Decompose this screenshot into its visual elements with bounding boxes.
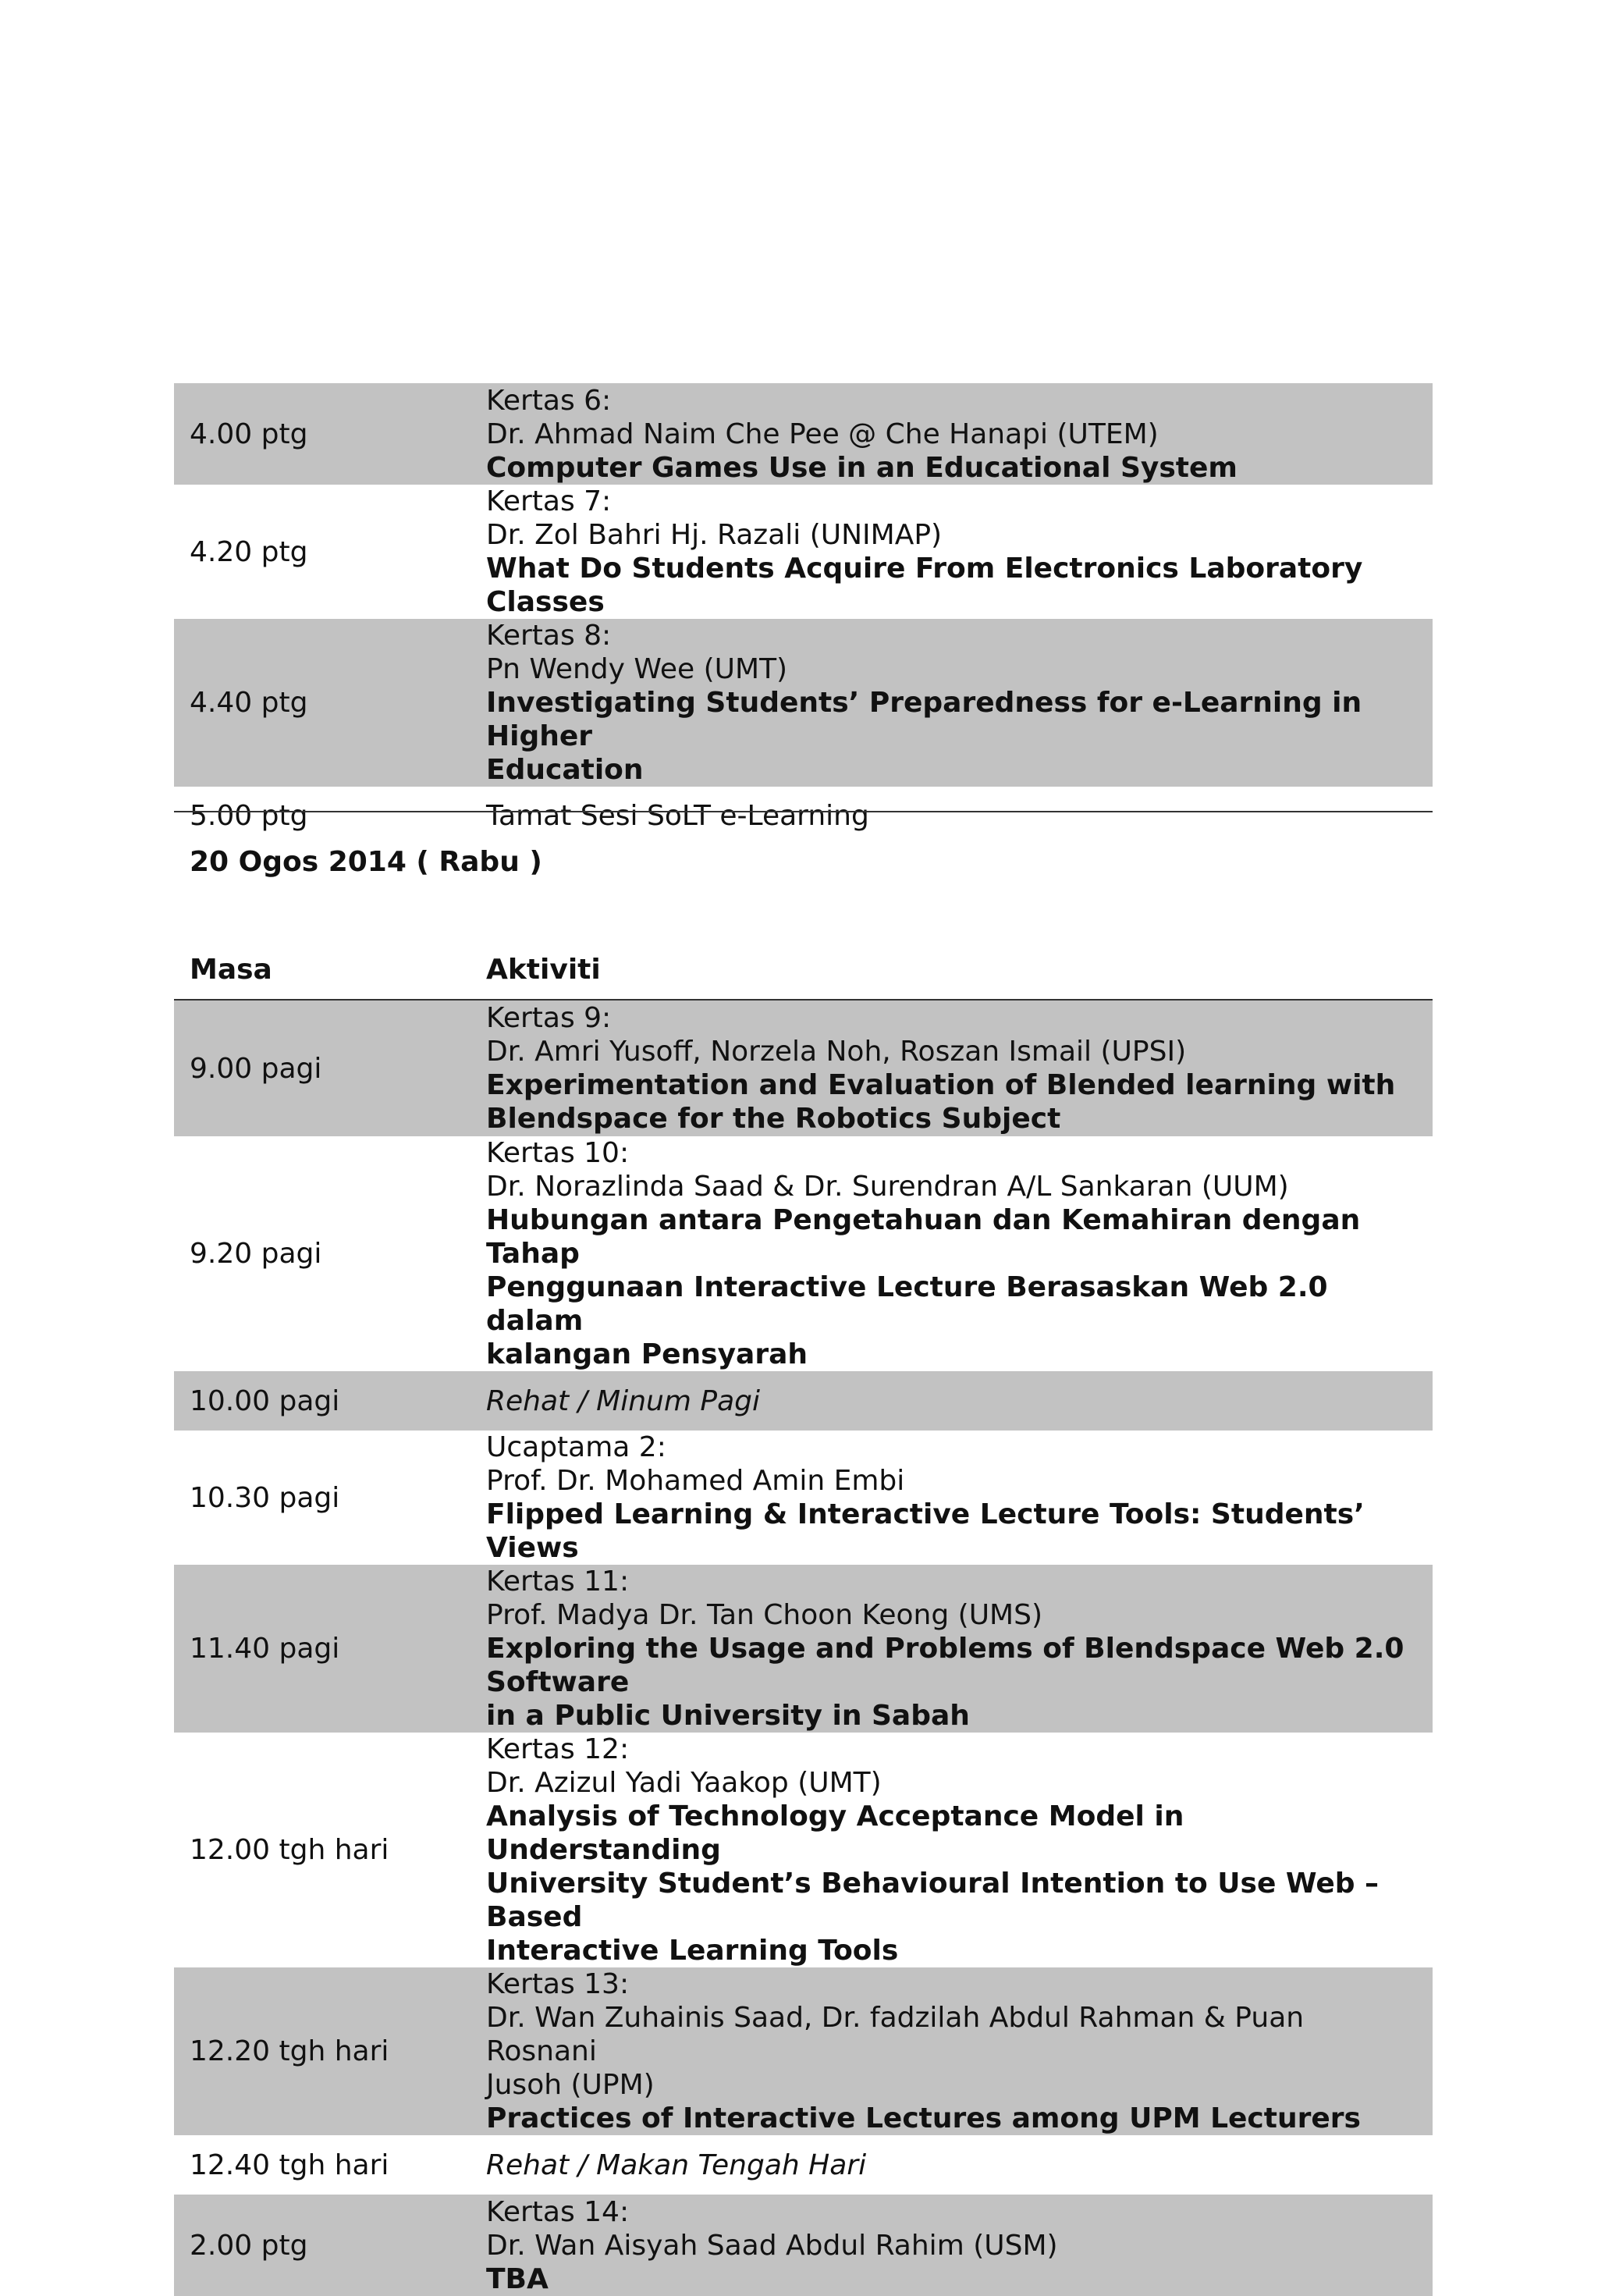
- time-cell: 2.00 ptg: [174, 2195, 486, 2296]
- table-row: [174, 2195, 1433, 2296]
- table-row: [174, 1565, 1433, 1733]
- day-heading: 20 Ogos 2014 ( Rabu ): [190, 846, 542, 878]
- paper-title: Investigating Students’ Preparedness for e-Learning in Higher: [486, 687, 1362, 752]
- activity-cell: [486, 383, 1433, 485]
- paper-title: What Do Students Acquire From Electronics Laboratory Classes: [486, 553, 1363, 618]
- time-cell: 10.00 pagi: [174, 1371, 486, 1431]
- activity-cell: [486, 1967, 1433, 2135]
- session-two-table: [174, 1001, 1433, 2296]
- paper-title: Flipped Learning & Interactive Lecture Tools: Students’ Views: [486, 1498, 1365, 1564]
- paper-title: Interactive Learning Tools: [486, 1935, 899, 1967]
- paper-label: Kertas 7:: [486, 485, 612, 517]
- presenter: Dr. Azizul Yadi Yaakop (UMT): [486, 1767, 882, 1799]
- time-cell: 9.00 pagi: [174, 1001, 486, 1136]
- table-row: [174, 1136, 1433, 1371]
- paper-title: Analysis of Technology Acceptance Model in Understanding: [486, 1800, 1184, 1866]
- presenter: Dr. Ahmad Naim Che Pee @ Che Hanapi (UTEM): [486, 418, 1159, 450]
- paper-title: Practices of Interactive Lectures among UPM Lecturers: [486, 2102, 1361, 2134]
- table-row: [174, 1967, 1433, 2135]
- paper-title: in a Public University in Sabah: [486, 1700, 970, 1732]
- table-row: [174, 1001, 1433, 1136]
- paper-label: Kertas 12:: [486, 1733, 630, 1765]
- paper-title: University Student’s Behavioural Intention to Use Web – Based: [486, 1868, 1380, 1933]
- activity-cell: Tamat Sesi SoLT e-Learning: [486, 800, 869, 832]
- time-cell: 12.20 tgh hari: [174, 1967, 486, 2135]
- time-cell: 4.00 ptg: [174, 383, 486, 485]
- section-divider: [174, 811, 1433, 812]
- paper-title: Experimentation and Evaluation of Blended learning with: [486, 1069, 1396, 1101]
- presenter: Dr. Wan Zuhainis Saad, Dr. fadzilah Abdul Rahman & Puan Rosnani: [486, 2002, 1305, 2067]
- paper-label: Kertas 6:: [486, 384, 612, 417]
- table-row: [174, 1371, 1433, 1431]
- presenter: Prof. Dr. Mohamed Amin Embi: [486, 1465, 905, 1497]
- activity-cell: [486, 1733, 1433, 1967]
- paper-label: Kertas 9:: [486, 1002, 612, 1034]
- activity-cell: Rehat / Makan Tengah Hari: [486, 2149, 867, 2181]
- paper-label: Ucaptama 2:: [486, 1431, 666, 1463]
- paper-title: kalangan Pensyarah: [486, 1338, 808, 1370]
- table-row: [174, 619, 1433, 787]
- table-row: [174, 383, 1433, 485]
- presenter: Jusoh (UPM): [486, 2069, 655, 2101]
- paper-label: Kertas 13:: [486, 1968, 630, 2000]
- presenter: Dr. Zol Bahri Hj. Razali (UNIMAP): [486, 519, 943, 551]
- presenter: Dr. Norazlinda Saad & Dr. Surendran A/L Sankaran (UUM): [486, 1171, 1289, 1203]
- time-cell: 10.30 pagi: [190, 1481, 340, 1514]
- presenter: Dr. Wan Aisyah Saad Abdul Rahim (USM): [486, 2229, 1058, 2262]
- paper-title: Hubungan antara Pengetahuan dan Kemahiran dengan Tahap: [486, 1204, 1361, 1270]
- paper-label: Kertas 10:: [486, 1137, 630, 1169]
- table-row: [174, 2135, 1433, 2195]
- paper-title: Exploring the Usage and Problems of Blendspace Web 2.0 Software: [486, 1633, 1404, 1698]
- time-cell: 4.40 ptg: [174, 619, 486, 787]
- time-cell: 9.20 pagi: [190, 1238, 322, 1270]
- paper-title: Computer Games Use in an Educational System: [486, 451, 1238, 484]
- time-cell: 4.20 ptg: [190, 535, 308, 568]
- paper-title: TBA: [486, 2262, 549, 2295]
- header-activity: Aktiviti: [486, 954, 601, 986]
- table-row: [174, 787, 1433, 845]
- paper-title: Blendspace for the Robotics Subject: [486, 1103, 1061, 1135]
- table-row: [174, 485, 1433, 619]
- table-row: [174, 1733, 1433, 1967]
- presenter: Prof. Madya Dr. Tan Choon Keong (UMS): [486, 1599, 1043, 1631]
- activity-cell: [486, 1565, 1433, 1733]
- activity-cell: [486, 619, 1433, 787]
- table-row: [174, 1431, 1433, 1565]
- presenter: Pn Wendy Wee (UMT): [486, 653, 788, 685]
- activity-cell: [486, 1431, 1433, 1565]
- activity-cell: [486, 1136, 1433, 1371]
- presenter: Dr. Amri Yusoff, Norzela Noh, Roszan Ismail (UPSI): [486, 1036, 1187, 1068]
- paper-label: Kertas 14:: [486, 2195, 630, 2228]
- paper-label: Kertas 11:: [486, 1566, 630, 1598]
- paper-title: Education: [486, 754, 644, 786]
- time-cell: 11.40 pagi: [174, 1565, 486, 1733]
- time-cell: 12.40 tgh hari: [190, 2149, 389, 2181]
- table-header: [174, 953, 1433, 1000]
- activity-cell: [486, 2195, 1433, 2296]
- activity-cell: Rehat / Minum Pagi: [486, 1371, 1433, 1431]
- time-cell: 12.00 tgh hari: [190, 1834, 389, 1866]
- activity-cell: [486, 485, 1433, 619]
- paper-label: Kertas 8:: [486, 620, 612, 652]
- session-one-table: [174, 383, 1433, 845]
- header-time: Masa: [190, 954, 272, 986]
- activity-cell: [486, 1001, 1433, 1136]
- time-cell: 5.00 ptg: [190, 800, 308, 832]
- paper-title: Penggunaan Interactive Lecture Berasaskan Web 2.0 dalam: [486, 1271, 1328, 1337]
